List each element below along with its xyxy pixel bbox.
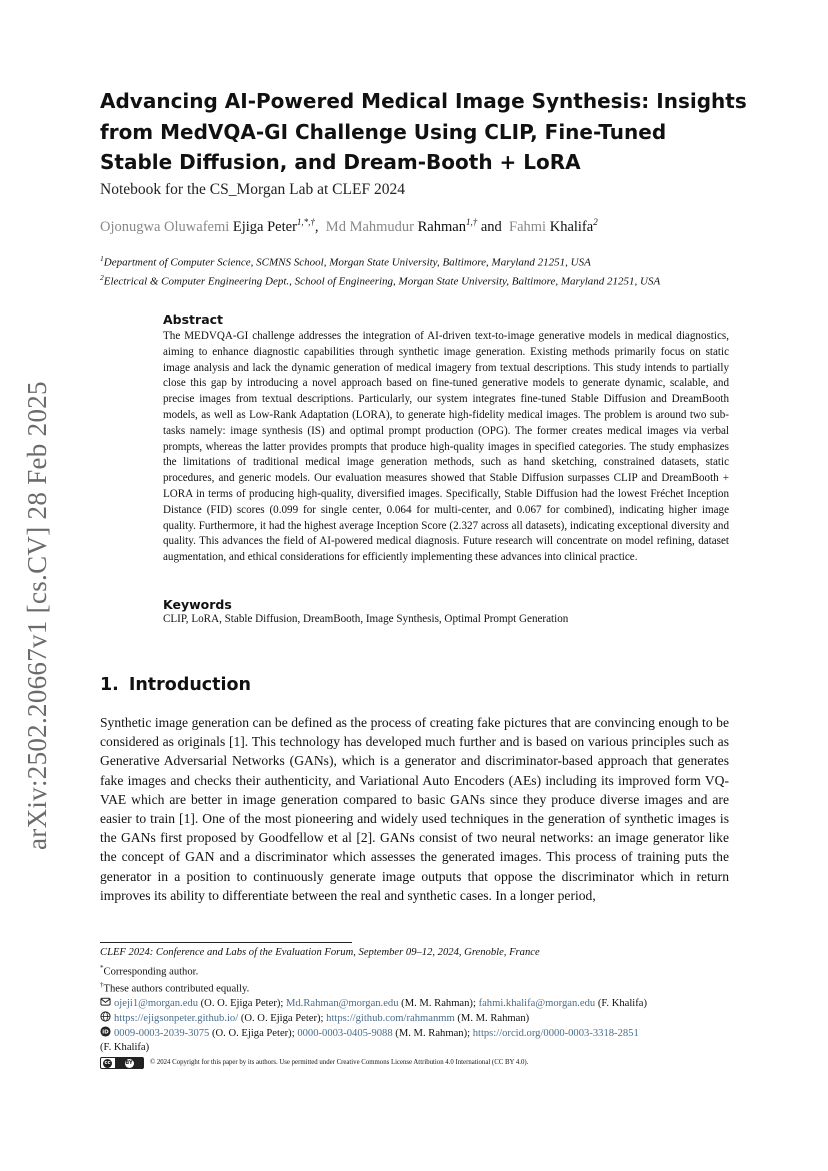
introduction-text: Synthetic image generation can be defined as the process of creating fake pictures that are convincing enough to be considered as originals [1]. This technology has developed much further and is based on various principles such as Generative Adversarial Networks (GANs), which is a generator and discriminator-based approach that generates fake images and checks their authenticity, and Variational Auto Encoders (AEs) including its improved form VQ-VAE which are better in image generation compared to basic GANs since they produce diverse images and are easier to train [1]. One of the most pioneering and widely used techniques in the generation of synthetic images is the GANs first proposed by Goodfellow et al [2]. GANs consist of two neural networks: an image generator like the concept of GAN and a discriminator which assesses the generated images. This process of training puts the generator in a position to continuously generate image outputs that oppose the discriminator which in return improves its ability to differentiate between the real and synthetic cases. In a longer period,	[100, 715, 729, 903]
orcid-owner: (O. O. Ejiga Peter);	[209, 1028, 298, 1039]
footnote-conference: CLEF 2024: Conference and Labs of the Evaluation Forum, September 09–12, 2024, Grenoble, France	[100, 947, 540, 958]
email-owner: (F. Khalifa)	[595, 998, 648, 1009]
paper-title	[100, 86, 760, 178]
footnote-orcids	[100, 1026, 740, 1041]
orcid-link[interactable]: 0000-0003-0405-9088	[297, 1028, 393, 1039]
affiliation-text: Department of Computer Science, SCMNS School, Morgan State University, Baltimore, Maryland 21251, USA	[103, 256, 591, 269]
paper-subtitle: Notebook for the CS_Morgan Lab at CLEF 2024	[100, 181, 405, 198]
email-link[interactable]: fahmi.khalifa@morgan.edu	[478, 998, 596, 1009]
email-owner: (M. M. Rahman);	[398, 998, 479, 1009]
globe-icon	[100, 1011, 111, 1022]
author-family-name: Rahman	[417, 218, 466, 235]
section-heading	[100, 675, 261, 695]
footnote-orcid-tail: (F. Khalifa)	[100, 1042, 150, 1053]
footnote-mark: †	[100, 981, 104, 989]
author-given-name: Md Mahmudur	[325, 218, 415, 235]
copyright-notice: © 2024 Copyright for this paper by its authors. Use permitted under Creative Commons License Attribution 4.0 International (CC BY 4.0).	[150, 1059, 529, 1066]
footnote-text: These authors contributed equally.	[103, 983, 250, 995]
section-title: Introduction	[128, 675, 252, 695]
title-line: Advancing AI-Powered Medical Image Synthesis: Insights	[100, 89, 747, 113]
arxiv-stamp: arXiv:2502.20667v1 [cs.CV] 28 Feb 2025	[22, 381, 52, 850]
email-link[interactable]: Md.Rahman@morgan.edu	[285, 998, 399, 1009]
website-owner: (O. O. Ejiga Peter);	[238, 1013, 327, 1024]
author-separator: ,	[314, 218, 319, 235]
keywords-text: CLIP, LoRA, Stable Diffusion, DreamBooth, Image Synthesis, Optimal Prompt Generation	[163, 613, 569, 625]
by-icon: BY	[125, 1060, 133, 1066]
orcid-icon	[100, 1026, 111, 1037]
author-family-name: Ejiga Peter	[232, 218, 297, 235]
footnote-emails	[100, 996, 740, 1011]
affiliation-text: Electrical & Computer Engineering Dept., School of Engineering, Morgan State University, Baltimore, Maryland 21251, USA	[103, 275, 661, 288]
cc-icon: cc	[104, 1060, 111, 1066]
author-separator: and	[480, 218, 502, 235]
footnote-websites	[100, 1011, 740, 1026]
author-list	[100, 217, 760, 236]
affiliation-number: 1	[100, 254, 104, 263]
website-link[interactable]: https://ejigsonpeter.github.io/	[114, 1013, 239, 1024]
footnote-corresponding	[100, 961, 740, 980]
email-link[interactable]: ojeji1@morgan.edu	[114, 998, 198, 1009]
footnote-text: Corresponding author.	[103, 966, 199, 978]
affiliation	[100, 273, 780, 288]
cc-by-segment	[115, 1057, 143, 1069]
orcid-owner: (M. M. Rahman);	[392, 1028, 473, 1039]
author-family-name: Khalifa	[549, 218, 594, 235]
affiliation	[100, 254, 780, 269]
affiliation-number: 2	[100, 273, 104, 282]
cc-license-badge	[100, 1057, 144, 1069]
svg-text:iD: iD	[102, 1029, 109, 1036]
footnote-mark: *	[100, 964, 104, 972]
footnote-equal	[100, 978, 740, 997]
author-given-name: Fahmi	[509, 218, 547, 235]
author-marks: 2	[593, 217, 598, 227]
author-marks: 1,*,†	[296, 217, 315, 227]
section-number: 1.	[100, 675, 119, 695]
keywords-heading: Keywords	[163, 597, 232, 612]
author-given-name: Ojonugwa Oluwafemi	[100, 218, 230, 235]
email-owner: (O. O. Ejiga Peter);	[198, 998, 286, 1009]
footnote-rule	[100, 942, 352, 943]
title-line: Stable Diffusion, and Dream-Booth + LoRA	[100, 150, 581, 174]
abstract-text: The MEDVQA-GI challenge addresses the integration of AI-driven text-to-image generative models in medical diagnostics, aiming to enhance diagnostic capabilities through synthetic image generation. Existing methods primarily focus on static image analysis and lack the dynamic generation of medical imagery from textual descriptions. This study intends to partially close this gap by introducing a novel approach based on fine-tuned generative models to generate dynamic, scalable, and precise images from textual descriptions. Particularly, our system integrates fine-tuned Stable Diffusion and DreamBooth models, as well as Low-Rank Adaptation (LORA), to generate high-fidelity medical images. The problem is around two sub-tasks namely: image synthesis (IS) and optimal prompt production (OPG). The former creates medical images via verbal prompts, whereas the latter provides prompts that produce high-quality images in specified categories. The study emphasizes the limitations of traditional medical image generation methods, such as hand sketching, constrained datasets, static procedures, and generic models. Our evaluation measures showed that Stable Diffusion surpasses CLIP and DreamBooth + LORA in terms of producing high-quality, diversified images. Specifically, Stable Diffusion had the lowest Fréchet Inception Distance (FID) scores (0.099 for single center, 0.064 for multi-center, and 0.067 for combined), indicating higher image quality. Furthermore, it had the highest average Inception Score (2.327 across all datasets), indicating exceptional diversity and quality. This advances the field of AI-powered medical diagnosis. Future research will concentrate on model refining, dataset augmentation, and ethical considerations for efficiently implementing these advances into clinical practice.	[163, 330, 729, 564]
envelope-icon	[100, 996, 111, 1007]
website-link[interactable]: https://github.com/rahmanmm	[326, 1013, 455, 1024]
abstract-heading: Abstract	[163, 312, 224, 327]
website-owner: (M. M. Rahman)	[454, 1013, 530, 1024]
orcid-link[interactable]: 0009-0003-2039-3075	[114, 1028, 210, 1039]
author-marks: 1,†	[465, 217, 478, 227]
orcid-link[interactable]: https://orcid.org/0000-0003-3318-2851	[472, 1028, 639, 1039]
title-line: from MedVQA-GI Challenge Using CLIP, Fine-Tuned	[100, 119, 667, 144]
